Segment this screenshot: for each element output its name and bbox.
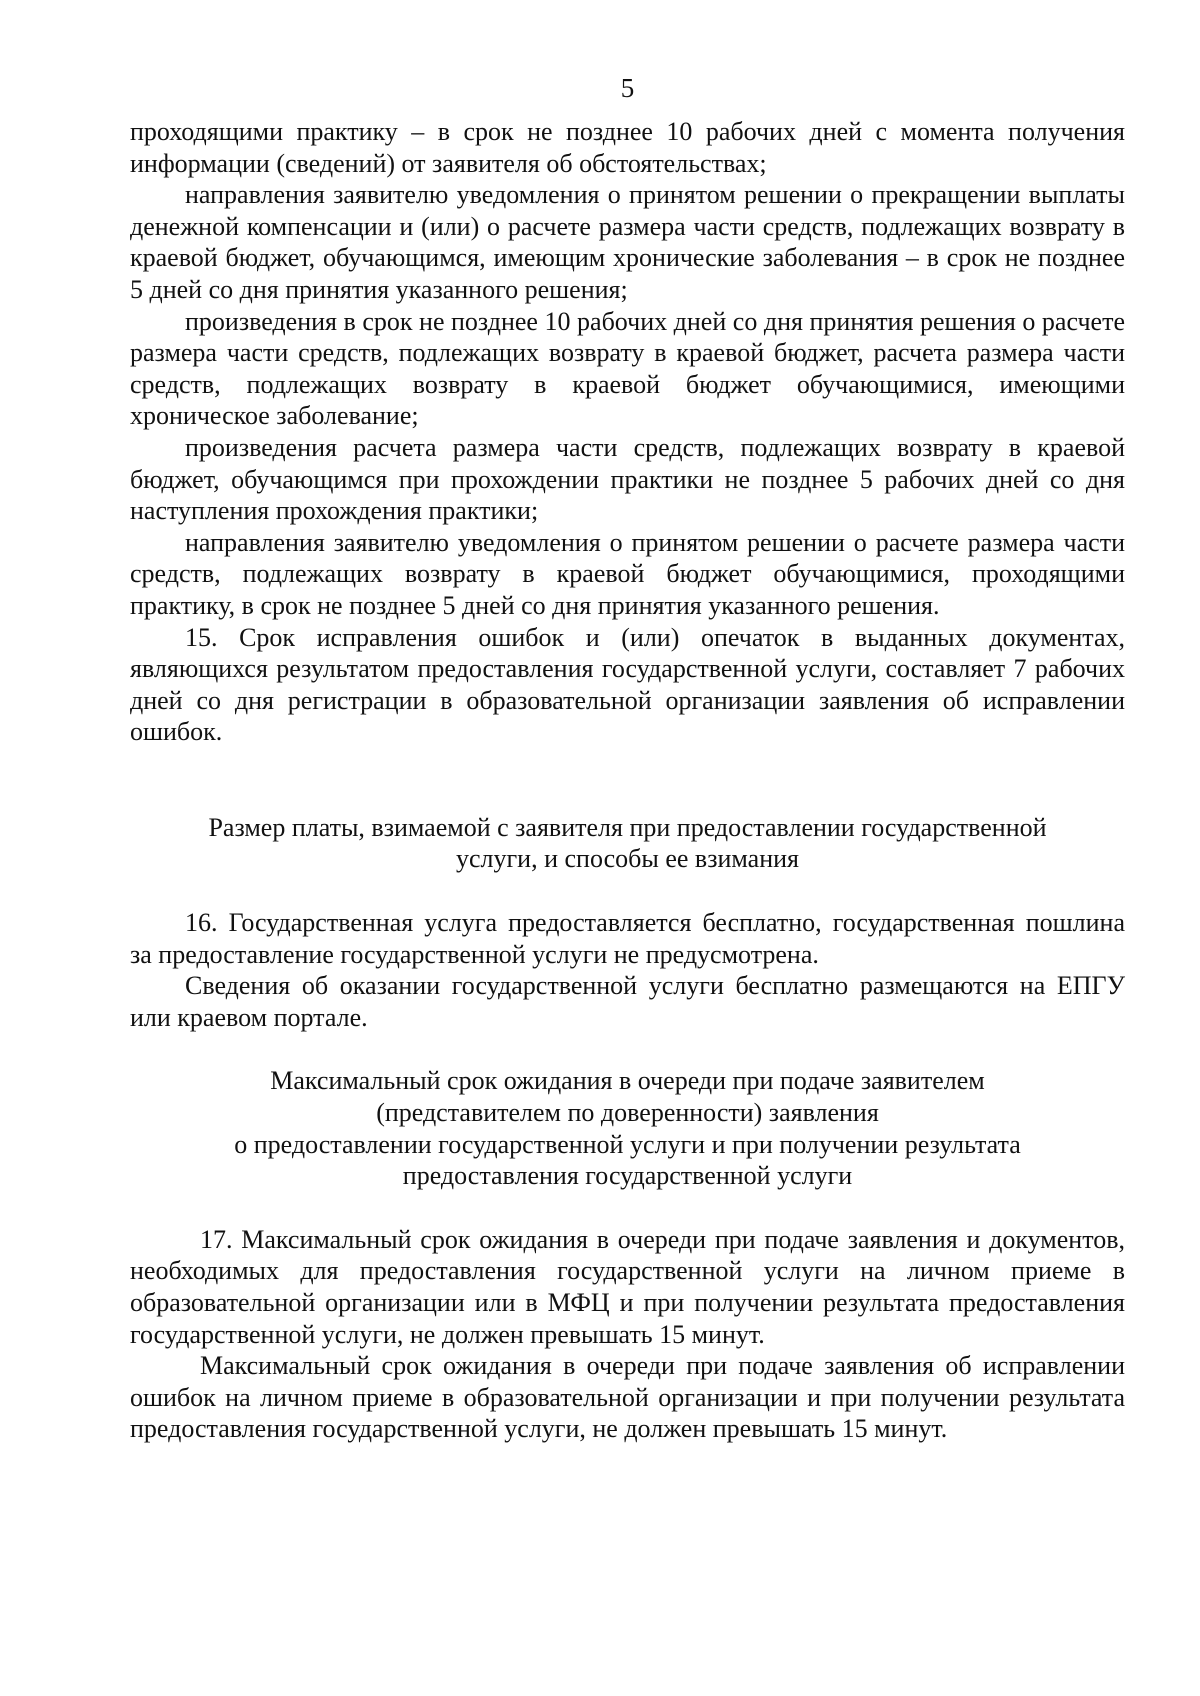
heading-queue-line-4: предоставления государственной услуги (402, 1161, 853, 1191)
paragraph-item-15: 15. Срок исправления ошибок и (или) опечаток в выданных документах, являющихся результатом предоставления государственной услуги, составляет 7 рабочих дней со дня регистрации в образовательной организации заявления об исправлении ошибок. (130, 622, 1125, 747)
paragraph-calculation-chronic: произведения в срок не позднее 10 рабочих дней со дня принятия решения о расчете размера части средств, подлежащих возврату в краевой бюджет, расчета размера части средств, подлежащих возврату в краевой бюджет обучающимися, имеющими хроническое заболевание; (130, 306, 1125, 431)
heading-fee-line-2: услуги, и способы ее взимания (456, 844, 799, 874)
paragraph-free-info: Сведения об оказании государственной услуги бесплатно размещаются на ЕПГУ или краевом портале. (130, 971, 1125, 1032)
heading-queue-line-3: о предоставлении государственной услуги и при получении результата (234, 1129, 1021, 1159)
document-body (130, 116, 1125, 1445)
paragraph-continuation: проходящими практику – в срок не позднее 10 рабочих дней с момента получения информации (сведений) от заявителя об обстоятельствах; (130, 117, 1125, 178)
paragraph-queue-corrections: Максимальный срок ожидания в очереди при подаче заявления об исправлении ошибок на личном приеме в образовательной организации и при получении результата предоставления государственной услуги, не должен превышать 15 минут. (130, 1351, 1125, 1444)
paragraph-notification-termination: направления заявителю уведомления о принятом решении о прекращении выплаты денежной компенсации и (или) о расчете размера части средств, подлежащих возврату в краевой бюджет, обучающимся, имеющим хронические заболевания – в срок не позднее 5 дней со дня принятия указанного решения; (130, 180, 1125, 304)
paragraph-item-16: 16. Государственная услуга предоставляется бесплатно, государственная пошлина за предоставление государственной услуги не предусмотрена. (130, 908, 1125, 969)
section-heading-fee (130, 812, 1125, 875)
page-number: 5 (620, 73, 635, 103)
section-heading-queue (130, 1065, 1125, 1191)
heading-queue-line-1: Максимальный срок ожидания в очереди при подаче заявителем (270, 1066, 985, 1096)
heading-fee-line-1: Размер платы, взимаемой с заявителя при предоставлении государственной (208, 812, 1047, 842)
heading-queue-line-2: (представителем по доверенности) заявления (376, 1098, 879, 1128)
paragraph-item-17: 17. Максимальный срок ожидания в очереди при подаче заявления и документов, необходимых для предоставления государственной услуги на личном приеме в образовательной организации или в МФЦ и при получении результата предоставления государственной услуги, не должен превышать 15 минут. (130, 1224, 1125, 1349)
paragraph-calculation-practice: произведения расчета размера части средств, подлежащих возврату в краевой бюджет, обучающимся при прохождении практики не позднее 5 рабочих дней со дня наступления прохождения практики; (130, 432, 1125, 526)
paragraph-notification-practice: направления заявителю уведомления о принятом решении о расчете размера части средств, подлежащих возврату в краевой бюджет обучающимися, проходящими практику, в срок не позднее 5 дней со дня принятия указанного решения. (130, 527, 1125, 620)
